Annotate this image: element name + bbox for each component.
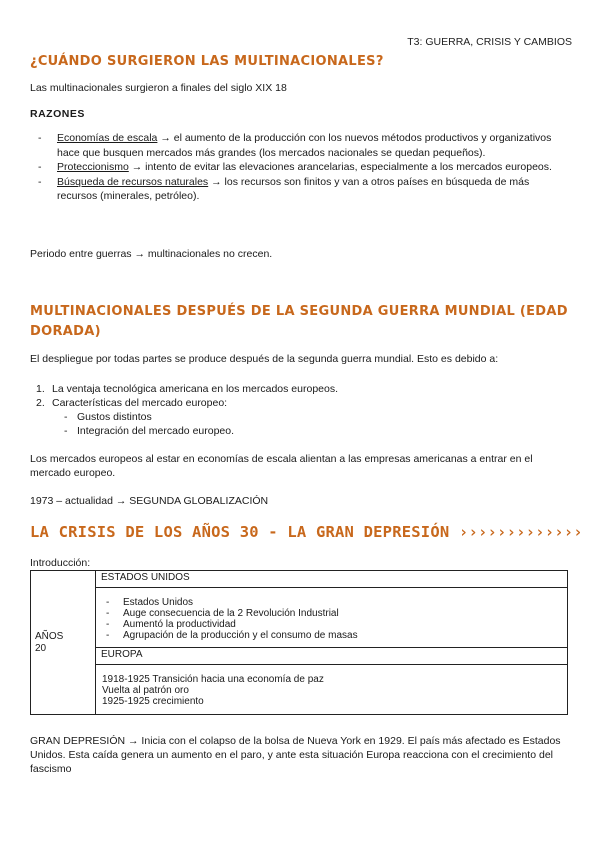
section2-paragraph: Los mercados europeos al estar en economías de escala alientan a las empresas americanas a entrar en el mercado europeo. — [30, 453, 533, 479]
great-depression-paragraph: GRAN DEPRESIÓN → Inicia con el colapso de la bolsa de Nueva York en 1929. El país más afectado es Estados Unidos. Esta caída genera un aumento en el paro, y ante esta situación Europa reacciona con el crecimiento del fascismo — [30, 735, 561, 775]
section1-title: ¿CUÁNDO SURGIERON LAS MULTINACIONALES? — [30, 54, 384, 69]
eu-line: 1918-1925 Transición hacia una economía de paz — [102, 674, 324, 685]
introduction-label: Introducción: — [30, 557, 91, 569]
section3-title: LA CRISIS DE LOS AÑOS 30 - LA GRAN DEPRESIÓN ››››››››››››› — [30, 523, 583, 541]
reasons-list — [30, 131, 560, 204]
us-item: - Agrupación de la producción y el consumo de masas — [102, 630, 561, 641]
us-item: - Auge consecuencia de la 2 Revolución Industrial — [102, 608, 561, 619]
eu-cell — [96, 665, 568, 715]
globalization-note: 1973 – actualidad → SEGUNDA GLOBALIZACIÓN — [30, 495, 269, 507]
item-number: 2. — [36, 397, 45, 409]
item-number: 1. — [36, 383, 45, 395]
numbered-item — [30, 382, 570, 396]
reason-item — [30, 131, 560, 160]
document-header: T3: GUERRA, CRISIS Y CAMBIOS — [407, 36, 572, 48]
eu-header: EUROPA — [96, 648, 568, 665]
reasons-title: RAZONES — [30, 108, 85, 120]
reason-text: → el aumento de la producción con los nuevos métodos productivos y organizativos hace que busquen mercados más grandes (los mercados nacionales se quedan pequeños). — [57, 132, 552, 159]
us-cell — [96, 588, 568, 648]
section2-intro: El despliegue por todas partes se produce después de la segunda guerra mundial. Esto es debido a: — [30, 353, 499, 365]
reason-text: → los recursos son finitos y van a otros países en búsqueda de más recursos (minerales, petróleo). — [57, 175, 530, 202]
section2-title — [30, 302, 575, 342]
reasons-numbered-list — [30, 382, 570, 410]
us-items — [102, 597, 561, 641]
reason-item — [30, 175, 560, 204]
reason-term: Búsqueda de recursos naturales — [57, 175, 209, 188]
reason-term: Economías de escala — [57, 132, 158, 144]
twenties-table — [30, 570, 568, 715]
sub-item: - Integración del mercado europeo. — [30, 424, 570, 438]
section1-intro: Las multinacionales surgieron a finales del siglo XIX 18 — [30, 82, 287, 94]
numbered-item — [30, 396, 570, 410]
reason-item — [30, 160, 560, 175]
table-year-label: AÑOS 20 — [31, 571, 96, 715]
us-item: - Estados Unidos — [102, 597, 561, 608]
reason-text: → intento de evitar las elevaciones arancelarias, especialmente a los mercados europeos. — [128, 161, 552, 173]
us-header: ESTADOS UNIDOS — [96, 571, 568, 588]
reason-term: Proteccionismo — [57, 161, 129, 173]
sub-item: - Gustos distintos — [30, 410, 570, 424]
section2-title-line2: DORADA) — [30, 324, 101, 339]
section2-title-line1: MULTINACIONALES DESPUÉS DE LA SEGUNDA GUERRA MUNDIAL (EDAD — [30, 304, 568, 319]
us-item: - Aumentó la productividad — [102, 619, 561, 630]
eu-line: 1925-1925 crecimiento — [102, 696, 204, 707]
eu-line: Vuelta al patrón oro — [102, 685, 189, 696]
european-market-sublist — [30, 410, 570, 438]
item-text: La ventaja tecnológica americana en los mercados europeos. — [52, 383, 339, 395]
interwar-note: Periodo entre guerras → multinacionales no crecen. — [30, 248, 273, 260]
item-text: Características del mercado europeo: — [52, 397, 228, 409]
